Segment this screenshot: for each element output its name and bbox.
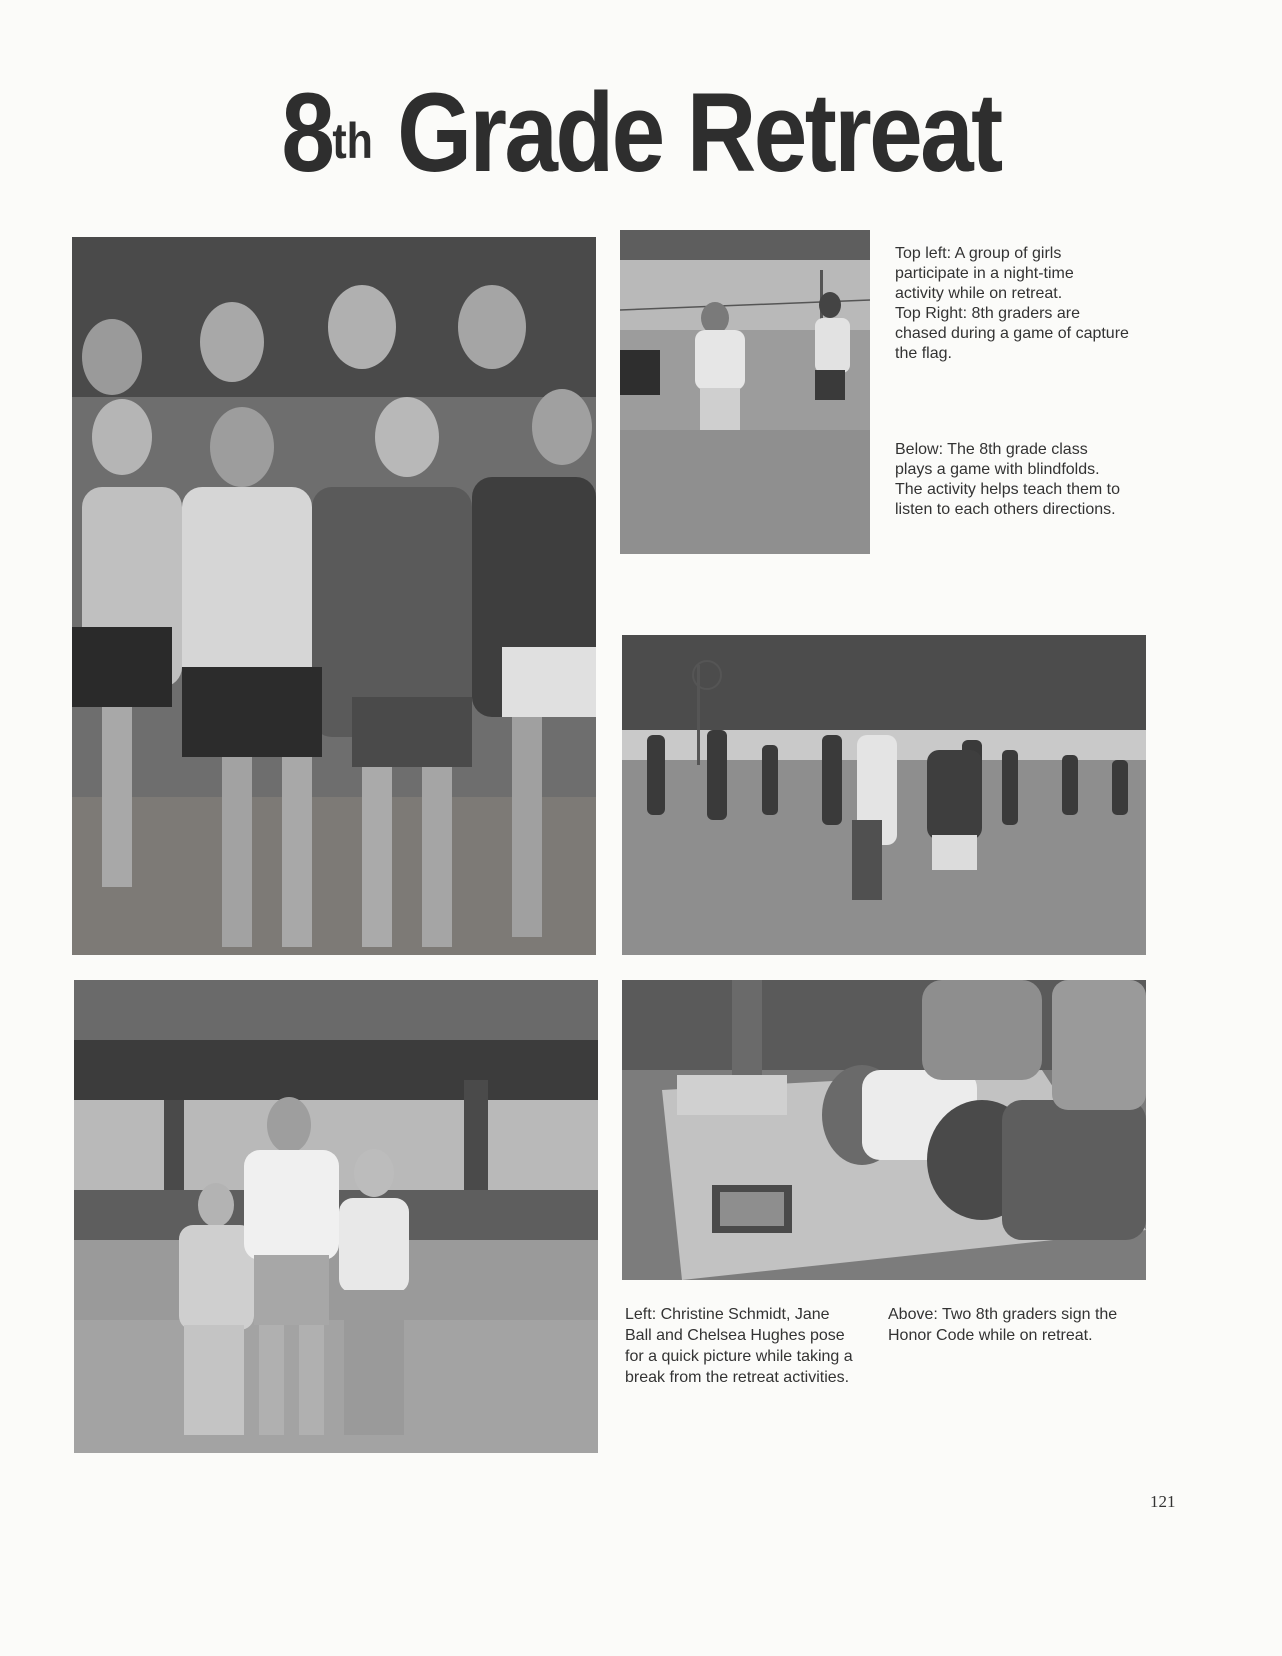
caption-line: break from the retreat activities. bbox=[625, 1369, 850, 1386]
caption-line: participate in a night-time bbox=[895, 265, 1074, 282]
caption-left bbox=[625, 1304, 880, 1388]
caption-line: Ball and Chelsea Hughes pose bbox=[625, 1327, 845, 1344]
caption-line: Top Right: 8th graders are bbox=[895, 305, 1080, 322]
caption-top bbox=[895, 244, 1165, 364]
photo-girls-night-activity bbox=[72, 237, 596, 955]
caption-below bbox=[895, 440, 1165, 520]
caption-line: listen to each others directions. bbox=[895, 501, 1116, 518]
caption-line: Top left: A group of girls bbox=[895, 245, 1062, 262]
caption-line: Above: Two 8th graders sign the bbox=[888, 1306, 1118, 1323]
caption-line: Below: The 8th grade class bbox=[895, 441, 1088, 458]
photo-capture-the-flag bbox=[620, 230, 870, 554]
page-number: 121 bbox=[1150, 1492, 1176, 1511]
caption-above bbox=[888, 1304, 1148, 1346]
caption-line: Honor Code while on retreat. bbox=[888, 1327, 1093, 1344]
caption-line: The activity helps teach them to bbox=[895, 481, 1120, 498]
caption-line: for a quick picture while taking a bbox=[625, 1348, 853, 1365]
caption-line: activity while on retreat. bbox=[895, 285, 1063, 302]
caption-line: chased during a game of capture bbox=[895, 325, 1129, 342]
caption-line: plays a game with blindfolds. bbox=[895, 461, 1100, 478]
photo-blindfold-game bbox=[622, 635, 1146, 955]
photo-three-girls-pose bbox=[74, 980, 598, 1453]
caption-line: Left: Christine Schmidt, Jane bbox=[625, 1306, 830, 1323]
photo-honor-code-signing bbox=[622, 980, 1146, 1280]
page-title: 8th Grade Retreat bbox=[281, 70, 1001, 195]
caption-line: the flag. bbox=[895, 345, 952, 362]
